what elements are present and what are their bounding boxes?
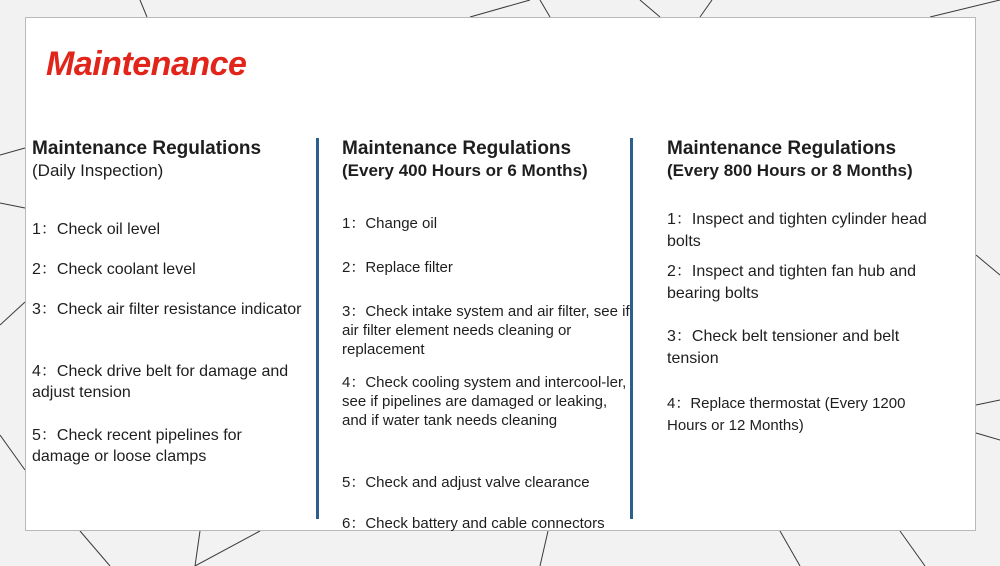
daily-inspection-column	[32, 137, 304, 465]
column-divider	[316, 138, 319, 519]
list-item: 6：Check battery and cable connectors	[342, 515, 605, 532]
400-hours-column	[342, 137, 632, 532]
maintenance-card	[25, 17, 976, 531]
list-item: 1：Check oil level	[32, 221, 161, 238]
column-heading: Maintenance Regulations	[342, 138, 572, 159]
list-item: 5：Check recent pipelines for damage or loose clamps	[32, 427, 242, 465]
list-item: 3：Check air filter resistance indicator	[32, 301, 302, 318]
list-item: 2：Check coolant level	[32, 261, 196, 278]
column-subheading: (Daily Inspection)	[32, 161, 164, 180]
800-hours-column	[667, 137, 967, 434]
column-heading: Maintenance Regulations	[32, 138, 262, 159]
column-heading: Maintenance Regulations	[667, 138, 897, 159]
list-item: 2：Replace filter	[342, 259, 453, 276]
page-title: Maintenance	[46, 45, 247, 83]
list-item: 4：Check drive belt for damage and adjust tension	[32, 363, 289, 401]
column-subheading: (Every 400 Hours or 6 Months)	[342, 161, 588, 180]
list-item: 4：Replace thermostat (Every 1200 Hours or 12 Months)	[667, 395, 906, 434]
list-item: 1：Inspect and tighten cylinder head bolts	[667, 211, 927, 250]
list-item: 5：Check and adjust valve clearance	[342, 474, 590, 491]
list-item: 2：Inspect and tighten fan hub and bearing bolts	[667, 263, 917, 302]
list-item: 1：Change oil	[342, 215, 438, 232]
list-item: 4：Check cooling system and intercool-ler, see if pipelines are damaged or leaking, and if water tank needs cleaning	[342, 374, 627, 429]
column-subheading: (Every 800 Hours or 8 Months)	[667, 161, 913, 180]
list-item: 3：Check intake system and air filter, see if air filter element needs cleaning or replacement	[342, 303, 630, 358]
list-item: 3：Check belt tensioner and belt tension	[667, 328, 900, 367]
